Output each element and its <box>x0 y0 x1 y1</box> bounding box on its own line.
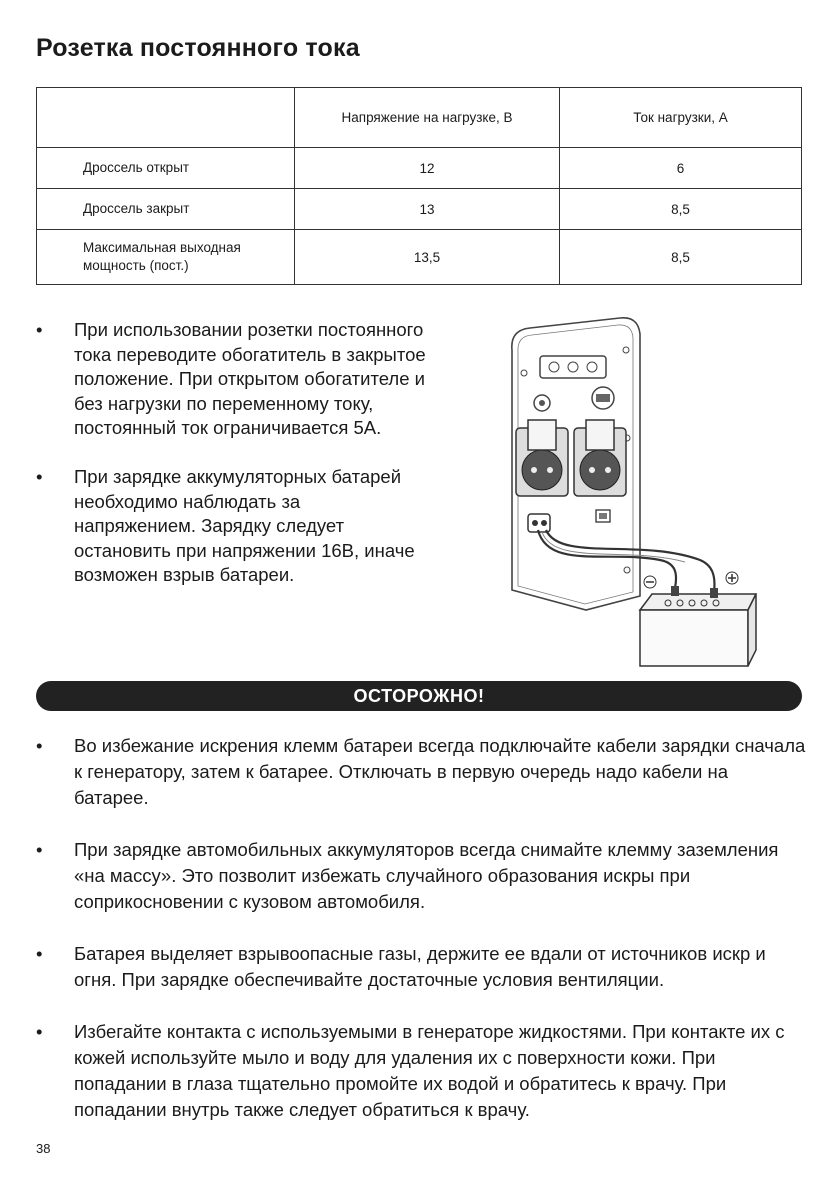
table-cell: 13 <box>295 189 560 230</box>
table-cell: 8,5 <box>560 189 802 230</box>
page-title: Розетка постоянного тока <box>36 34 360 62</box>
table-cell: Дроссель открыт <box>37 148 295 189</box>
table-row <box>37 189 802 230</box>
generator-battery-illustration <box>490 310 770 670</box>
bullet-marker: • <box>36 943 43 964</box>
table-row <box>37 148 802 189</box>
table-cell: 12 <box>295 148 560 189</box>
table-header-cell: Ток нагрузки, А <box>560 88 802 148</box>
bullet-marker: • <box>36 735 43 756</box>
table-cell: Дроссель закрыт <box>37 189 295 230</box>
list-item <box>36 733 806 811</box>
list-item <box>36 465 426 588</box>
table-cell: 8,5 <box>560 230 802 285</box>
top-bullet-list <box>36 318 426 612</box>
indicator-strip <box>540 356 606 378</box>
bottom-bullet-list <box>36 733 806 1149</box>
list-item-text: Во избежание искрения клемм батареи всегда подключайте кабели зарядки сначала к генератору, затем к батарее. Отключать в первую очередь надо кабели на батарее. <box>74 735 806 808</box>
battery <box>640 594 756 610</box>
table-cell: 6 <box>560 148 802 189</box>
list-item-text: При зарядке аккумуляторных батарей необходимо наблюдать за напряжением. Зарядку следует остановить при напряжении 16В, иначе возможен взрыв батареи. <box>74 465 415 586</box>
bullet-marker: • <box>36 319 43 340</box>
list-item-text: При использовании розетки постоянного тока переводите обогатитель в закрытое положение. При открытом обогатителе и без нагрузки по переменному току, постоянный ток ограничивается 5А. <box>74 319 426 439</box>
table-cell: Максимальная выходная мощность (пост.) <box>37 230 295 285</box>
list-item-text: Батарея выделяет взрывоопасные газы, держите ее вдали от источников искр и огня. При зарядке обеспечивайте достаточные условия вентиляции. <box>74 943 766 990</box>
warning-banner: ОСТОРОЖНО! <box>36 681 802 711</box>
list-item <box>36 837 806 915</box>
list-item <box>36 318 426 441</box>
list-item-text: При зарядке автомобильных аккумуляторов всегда снимайте клемму заземления «на массу». Это позволит избежать случайного образования искры при соприкосновении с кузовом автомобиля. <box>74 839 779 912</box>
list-item <box>36 1019 806 1123</box>
bullet-marker: • <box>36 465 43 487</box>
table-header-cell: Напряжение на нагрузке, В <box>295 88 560 148</box>
page-number: 38 <box>36 1141 51 1156</box>
table-row <box>37 230 802 285</box>
bullet-marker: • <box>36 1021 43 1042</box>
bullet-marker: • <box>36 839 43 860</box>
table-header-row <box>37 88 802 148</box>
table-header-cell <box>37 88 295 148</box>
dc-spec-table <box>36 87 802 285</box>
list-item <box>36 941 806 993</box>
list-item-text: Избегайте контакта с используемыми в генераторе жидкостями. При контакте их с кожей используйте мыло и воду для удаления их с поверхности кожи. При попадании в глаза тщательно промойте их водой и обратитесь к врачу. При попадании внутрь также следует обратиться к врачу. <box>74 1021 785 1120</box>
charging-cable-positive <box>546 530 714 592</box>
table-cell: 13,5 <box>295 230 560 285</box>
